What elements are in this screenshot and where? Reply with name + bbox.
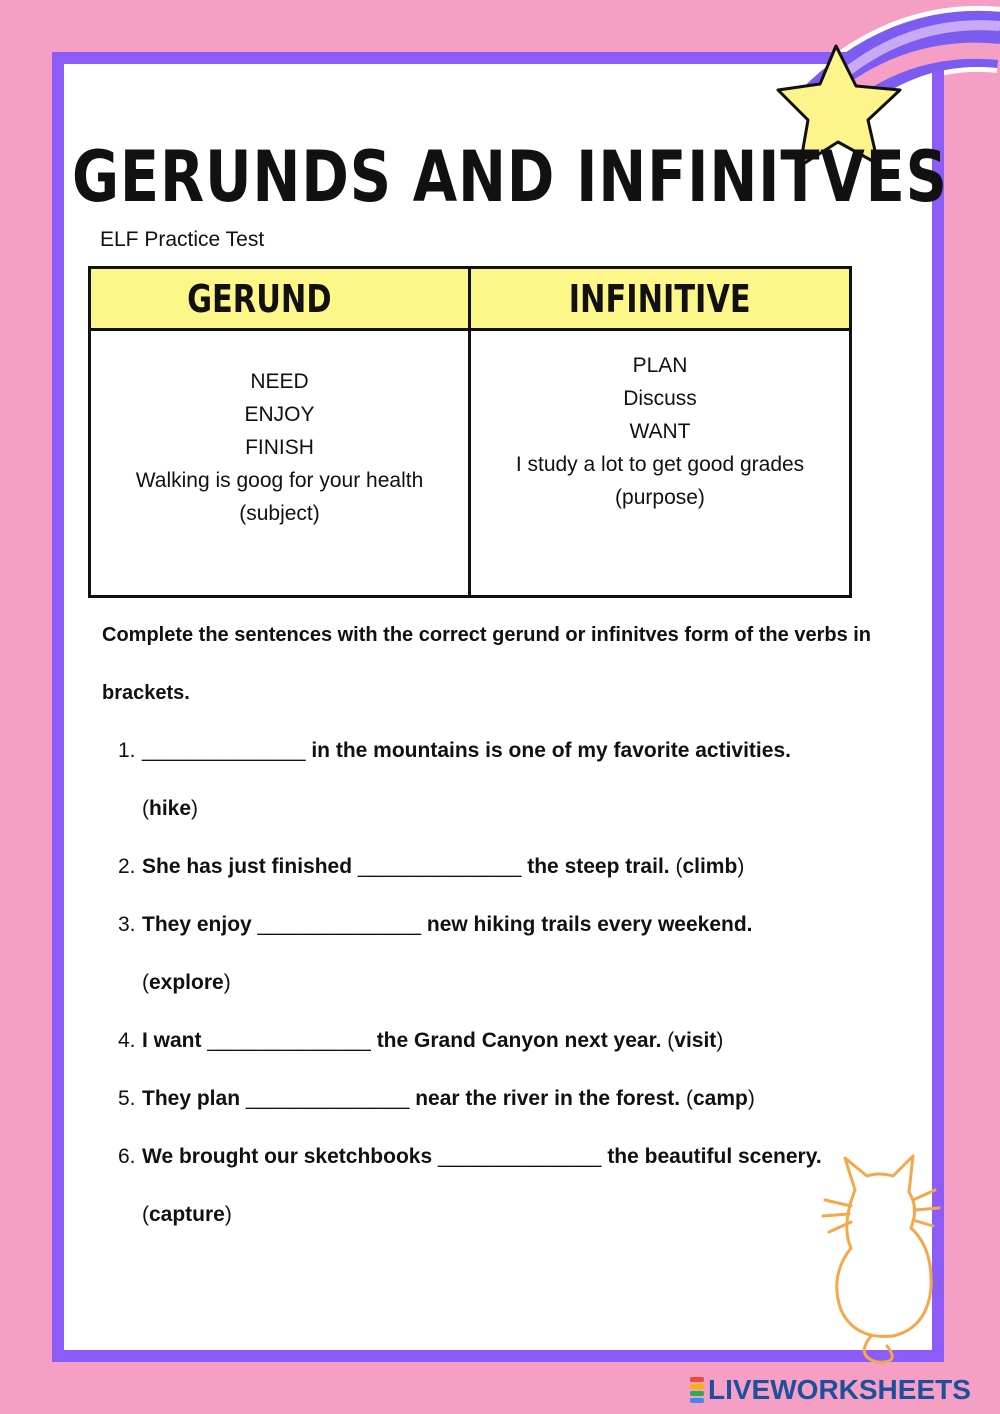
question-number: 3. — [118, 913, 136, 936]
question-number: 5. — [118, 1087, 136, 1110]
question-text-before: She has just finished — [142, 855, 358, 878]
infinitive-line: WANT — [629, 420, 691, 443]
gerund-line: NEED — [250, 370, 309, 393]
question-item: 4. I want ______________ the Grand Canyon next year. (visit) — [118, 1012, 888, 1070]
gerund-examples — [91, 365, 468, 530]
logo-mark-icon — [690, 1377, 704, 1403]
question-item: 6. We brought our sketchbooks ______________ the beautiful scenery. (capture) — [118, 1128, 888, 1244]
infinitive-line: Discuss — [623, 387, 697, 410]
answer-blank[interactable]: ______________ — [207, 1029, 371, 1052]
question-number: 6. — [118, 1145, 136, 1168]
question-text-before: We brought our sketchbooks — [142, 1145, 438, 1168]
answer-blank[interactable]: ______________ — [357, 855, 522, 878]
answer-blank[interactable]: ______________ — [245, 1087, 410, 1110]
question-number: 2. — [118, 855, 136, 878]
question-text-after: the beautiful scenery. — [601, 1145, 822, 1168]
verb-hint: capture — [149, 1203, 225, 1226]
question-text-after: the Grand Canyon next year. — [370, 1029, 668, 1052]
gerund-infinitive-table — [88, 266, 852, 598]
question-list — [118, 722, 888, 1244]
infinitive-line: PLAN — [632, 354, 688, 377]
question-text-before: They plan — [142, 1087, 246, 1110]
gerund-column — [91, 269, 471, 595]
infinitive-line: I study a lot to get good grades — [515, 453, 805, 476]
question-text-before: They enjoy — [142, 913, 258, 936]
question-item: 3. They enjoy ______________ new hiking trails every weekend. (explore) — [118, 896, 888, 1012]
question-item: 1. ______________ in the mountains is one of my favorite activities. (hike) — [118, 722, 888, 838]
question-item: 2. She has just finished ______________ the steep trail. (climb) — [118, 838, 888, 896]
answer-blank[interactable]: ______________ — [142, 739, 306, 762]
infinitive-column — [471, 269, 849, 595]
gerund-line: (subject) — [239, 502, 320, 525]
question-item: 5. They plan ______________ near the river in the forest. (camp) — [118, 1070, 888, 1128]
question-text-after: near the river in the forest. — [409, 1087, 686, 1110]
infinitive-line: (purpose) — [615, 486, 705, 509]
infinitive-header: INFINITIVE — [471, 269, 849, 331]
question-text-after: new hiking trails every weekend. — [421, 913, 753, 936]
answer-blank[interactable]: ______________ — [257, 913, 422, 936]
verb-hint: camp — [692, 1087, 748, 1110]
gerund-line: FINISH — [245, 436, 314, 459]
answer-blank[interactable]: ______________ — [437, 1145, 602, 1168]
question-number: 4. — [118, 1029, 136, 1052]
verb-hint: climb — [682, 855, 738, 878]
logo-text: LIVEWORKSHEETS — [708, 1374, 971, 1405]
gerund-line: Walking is goog for your health — [135, 469, 424, 492]
gerund-header: GERUND — [91, 269, 468, 331]
verb-hint: visit — [674, 1029, 717, 1052]
verb-hint: hike — [149, 797, 192, 820]
question-number: 1. — [118, 739, 136, 762]
instructions: Complete the sentences with the correct gerund or infinitves form of the verbs in brackets. — [102, 624, 872, 704]
question-text-after: the steep trail. — [521, 855, 676, 878]
question-text-before: I want — [142, 1029, 208, 1052]
worksheet-subtitle: ELF Practice Test — [100, 228, 265, 251]
infinitive-examples — [471, 349, 849, 514]
verb-hint: explore — [149, 971, 224, 994]
liveworksheets-logo — [690, 1374, 990, 1406]
gerund-line: ENJOY — [244, 403, 315, 426]
cat-outline-decoration — [815, 1150, 945, 1370]
worksheet-title: GERUNDS AND INFINITVES — [72, 136, 948, 218]
question-text-after: in the mountains is one of my favorite activities. — [305, 739, 791, 762]
